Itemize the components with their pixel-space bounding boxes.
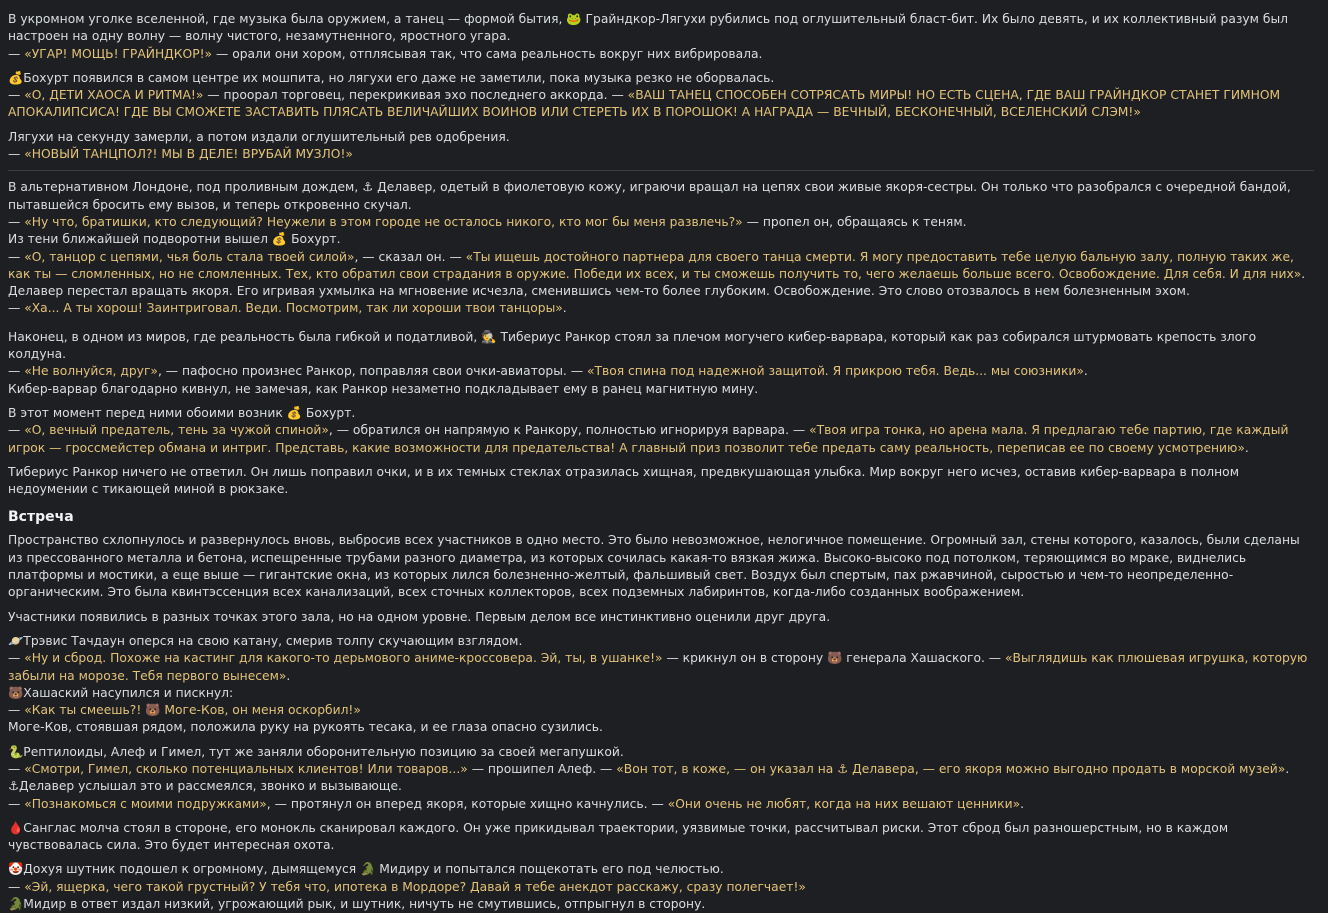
narration-text: , — пафосно произнес Ранкор, поправляя свои очки-авиаторы. — — [157, 364, 587, 379]
story-paragraph — [8, 11, 1314, 63]
quote-text: «УГАР! МОЩЬ! ГРАЙНДКОР!» — [24, 46, 213, 61]
story-line — [8, 464, 1314, 499]
story-paragraph — [8, 861, 1314, 913]
quote-text: «Эй, ящерка, чего такой грустный? У тебя что, ипотека в Мордоре? Давай я тебе анекдот расскажу, сразу полегчает!» — [24, 879, 806, 894]
quote-text: «О, вечный предатель, тень за чужой спиной» — [24, 423, 329, 438]
story-paragraph — [8, 405, 1314, 457]
quote-text: «О, ДЕТИ ХАОСА И РИТМА!» — [24, 88, 204, 103]
narration-text: 🐊Мидир в ответ издал низкий, угрожающий рык, и шутник, ничуть не смутившись, отпрыгнул в сторону. — [8, 897, 706, 912]
story-paragraph — [8, 464, 1314, 499]
quote-text: «Твоя игра тонка, но арена мала. Я предлагаю тебе партию, где каждый игрок — гроссмейстер обмана и интриг. Представь, какие возможности для предательства! А главный приз позволит тебе предать саму реальность, переписав ее по своему усмотрению» — [8, 423, 1289, 455]
story-line — [8, 70, 1314, 87]
story-line — [8, 820, 1314, 855]
quote-text: «Выглядишь как плюшевая игрушка, которую забыли на морозе. Тебя первого вынесем» — [8, 651, 1308, 683]
narration-text: — — [8, 301, 25, 316]
narration-text: 🐍Рептилоиды, Алеф и Гимел, тут же заняли оборонительную позицию за своей мегапушкой. — [8, 744, 624, 759]
narration-text: — проорал торговец, перекрикивая эхо последнего аккорда. — — [203, 88, 628, 103]
story-line — [8, 896, 1314, 913]
story-line — [8, 11, 1314, 46]
narration-text: — — [8, 88, 25, 103]
story-line — [8, 744, 1314, 761]
quote-text: «Не волнуйся, друг» — [24, 364, 158, 379]
story-paragraph — [8, 70, 1314, 122]
story-line — [8, 796, 1314, 813]
narration-text: — орали они хором, отплясывая так, что сама реальность вокруг них вибрировала. — [212, 46, 763, 61]
story-line — [8, 422, 1314, 457]
quote-text: «Ну и сброд. Похоже на кастинг для какого-то дерьмового аниме-кроссовера. Эй, ты, в ушанке!» — [24, 651, 663, 666]
narration-text: 🪐Трэвис Тачдаун оперся на свою катану, смерив толпу скучающим взглядом. — [8, 633, 523, 648]
narration-text: Кибер-варвар благодарно кивнул, не замечая, как Ранкор незаметно подкладывает ему в ранец магнитную мину. — [8, 381, 759, 396]
story-line — [8, 146, 1314, 163]
story-line — [8, 609, 1314, 626]
narration-text: — — [8, 703, 25, 718]
narration-text: . — [1083, 364, 1088, 379]
narration-text: Делавер перестал вращать якоря. Его игривая ухмылка на мгновение исчезла, сменившись чем-то более глубоким. Освобождение. Это слово отозвалось в нем болезненным эхом. — [8, 284, 1190, 299]
section-heading: Встреча — [8, 509, 74, 526]
narration-text: , — обратился он напрямую к Ранкору, полностью игнорируя варвара. — — [328, 423, 810, 438]
story-paragraph — [8, 329, 1314, 398]
quote-text: «Ха... А ты хорош! Заинтриговал. Веди. Посмотрим, так ли хороши твои танцоры» — [24, 301, 563, 316]
narration-text: — — [8, 423, 25, 438]
story-line — [8, 685, 1314, 702]
narration-text: Наконец, в одном из миров, где реальность была гибкой и податливой, 🕵 Тибериус Ранкор стоял за плечом могучего кибер-варвара, который как раз собирался штурмовать крепость злого колдуна. — [8, 329, 1257, 362]
narration-text: Моге-Ков, стоявшая рядом, положила руку на рукоять тесака, и ее глаза опасно сузились. — [8, 720, 603, 735]
narration-text: 💰Бохурт появился в самом центре их мошпита, но лягухи его даже не заметили, пока музыка резко не оборвалась. — [8, 70, 775, 85]
narration-text: . — [1020, 796, 1025, 811]
quote-text: «О, танцор с цепями, чья боль стала твоей силой» — [24, 249, 355, 264]
narration-text: , — протянул он вперед якоря, которые хищно качнулись. — — [266, 796, 668, 811]
story-paragraph — [8, 179, 1314, 317]
story-line — [8, 300, 1314, 317]
story-line — [8, 532, 1314, 601]
story-paragraph — [8, 609, 1314, 626]
quote-text: «Они очень не любят, когда на них вешают ценники» — [667, 796, 1021, 811]
narration-text: — — [8, 796, 25, 811]
quote-text: «Ну что, братишки, кто следующий? Неужели в этом городе не осталось никого, кто мог бы меня развлечь?» — [24, 214, 743, 229]
narration-text: . — [1244, 440, 1249, 455]
story-paragraph — [8, 820, 1314, 855]
story-line — [8, 87, 1314, 122]
narration-text: — — [8, 364, 25, 379]
story-line — [8, 405, 1314, 422]
story-paragraph — [8, 744, 1314, 813]
story-line — [8, 214, 1314, 231]
narration-text: 🐻Хашаский насупился и пискнул: — [8, 685, 234, 700]
narration-text: В этот момент перед ними обоими возник 💰 Бохурт. — [8, 405, 356, 420]
narration-text: В альтернативном Лондоне, под проливным дождем, ⚓ Делавер, одетый в фиолетовую кожу, играючи вращал на цепях свои живые якоря-сестры. Он только что разобрался с очередной бандой, пытавшейся бросить ему вызов, и теперь откровенно скучал. — [8, 180, 1291, 212]
narration-text: . — [562, 301, 567, 316]
story-line — [8, 861, 1314, 878]
story-line — [8, 633, 1314, 650]
story-line — [8, 231, 1314, 248]
narration-text: — — [8, 249, 25, 264]
story-line — [8, 283, 1314, 300]
story-line — [8, 879, 1314, 896]
story-line — [8, 761, 1314, 778]
narration-text: , — сказал он. — — [354, 249, 466, 264]
narration-text: — — [8, 147, 25, 162]
quote-text: «ВАШ ТАНЕЦ СПОСОБЕН СОТРЯСАТЬ МИРЫ! НО ЕСТЬ СЦЕНА, ГДЕ ВАШ ГРАЙНДКОР СТАНЕТ ГИМНОМ АПОКАЛИПСИСА! ГДЕ ВЫ СМОЖЕТЕ ЗАСТАВИТЬ ПЛЯСАТЬ ВЕЛИЧАЙШИХ ВОИНОВ ИЛИ СТЕРЕТЬ ИХ В ПОРОШОК! А НАГРАДА — ВЕЧНЫЙ, БЕСКОНЕЧНЫЙ, ВСЕЛЕНСКИЙ СЛЭМ!» — [8, 88, 1281, 120]
narration-text: — — [8, 879, 25, 894]
story-line — [8, 778, 1314, 795]
narration-text: Участники появились в разных точках этого зала, но на одном уровне. Первым делом все инстинктивно оценили друг друга. — [8, 609, 831, 624]
divider — [8, 170, 1314, 171]
story-line — [8, 381, 1314, 398]
narration-text: — — [8, 46, 25, 61]
narration-text: Лягухи на секунду замерли, а потом издали оглушительный рев одобрения. — [8, 129, 510, 144]
narration-text: — прошипел Алеф. — — [467, 761, 617, 776]
narration-text: ⚓Делавер услышал это и рассмеялся, звонко и вызывающе. — [8, 779, 402, 794]
story-line — [8, 363, 1314, 380]
story-paragraph — [8, 633, 1314, 737]
story-paragraph — [8, 532, 1314, 601]
story-line — [8, 46, 1314, 63]
story-line — [8, 129, 1314, 146]
quote-text: «Смотри, Гимел, сколько потенциальных клиентов! Или товаров...» — [24, 761, 468, 776]
narration-text: Из тени ближайшей подворотни вышел 💰 Бохурт. — [8, 232, 341, 247]
narration-text: — — [8, 651, 25, 666]
quote-text: «Вон тот, в коже, — он указал на ⚓ Делавера, — его якоря можно выгодно продать в морской музей» — [616, 761, 1286, 776]
narration-text: — крикнул он в сторону 🐻 генерала Хашаского. — — [662, 651, 1006, 666]
narration-text: — — [8, 761, 25, 776]
narration-text: Тибериус Ранкор ничего не ответил. Он лишь поправил очки, и в их темных стеклах отразилась хищная, предвкушающая улыбка. Мир вокруг него исчез, оставив кибер-варвара в полном недоумении с тикающей миной в рюкзаке. — [8, 464, 1239, 497]
story-line — [8, 650, 1314, 685]
narration-text: . — [1301, 266, 1306, 281]
narration-text: Пространство схлопнулось и развернулось вновь, выбросив всех участников в одно место. Это было невозможное, нелогичное помещение. Огромный зал, стены которого, казалось, были сделаны из прессованного металла и бетона, испещренные трубами разного диаметра, из которых сочилась какая-то вязкая жижа. Высоко-высоко под потолком, теряющимся во мраке, виднелись платформы и мостики, а еще выше — гигантские окна, из которых лился болезненно-желтый, фальшивый свет. Воздух был спертым, пах ржавчиной, сыростью и чем-то неопределенно-органическим. Это была квинтэссенция всех канализаций, всех сточных коллекторов, всех подземных лабиринтов, когда-либо созданных воображением. — [8, 533, 1300, 600]
narration-text: . — [1285, 761, 1290, 776]
story-paragraph — [8, 129, 1314, 164]
quote-text: «Как ты смеешь?! 🐻 Моге-Ков, он меня оскорбил!» — [24, 703, 361, 718]
quote-text: «Познакомься с моими подружками» — [24, 796, 267, 811]
narration-text: — — [8, 214, 25, 229]
narration-text: 🩸Санглас молча стоял в стороне, его монокль сканировал каждого. Он уже прикидывал траектории, уязвимые точки, рассчитывал риски. Этот сброд был разношерстным, но в каждом чувствовалась сила. Это будет интересная охота. — [8, 820, 1229, 853]
narration-text: . — [286, 668, 291, 683]
narration-text: 🤡Дохуя шутник подошел к огромному, дымящемуся 🐊 Мидиру и попытался пощекотать его под челюстью. — [8, 862, 724, 877]
narration-text: — пропел он, обращаясь к теням. — [742, 214, 967, 229]
story-line — [8, 179, 1314, 214]
story-line — [8, 719, 1314, 736]
quote-text: «Твоя спина под надежной защитой. Я прикрою тебя. Ведь... мы союзники» — [586, 364, 1084, 379]
story-line — [8, 249, 1314, 284]
narration-text: В укромном уголке вселенной, где музыка была оружием, а танец — формой бытия, 🐸 Грайндкор-Лягухи рубились под оглушительный бласт-бит. Их было девять, и их коллективный разум был настроен на одну волну — волну чистого, незамутненного, яростного угара. — [8, 12, 1289, 44]
story-line — [8, 702, 1314, 719]
quote-text: «НОВЫЙ ТАНЦПОЛ?! МЫ В ДЕЛЕ! ВРУБАЙ МУЗЛО!» — [24, 147, 353, 162]
story-line — [8, 329, 1314, 364]
quote-text: «Ты ищешь достойного партнера для своего танца смерти. Я могу предоставить тебе целую бальную залу, полную таких же, как ты — сломленных, но не сломленных. Тех, кто обратил свои страдания в оружие. Победи их всех, и ты сможешь получить то, чего желаешь больше всего. Освобождение. Для себя. И для них» — [8, 249, 1302, 281]
